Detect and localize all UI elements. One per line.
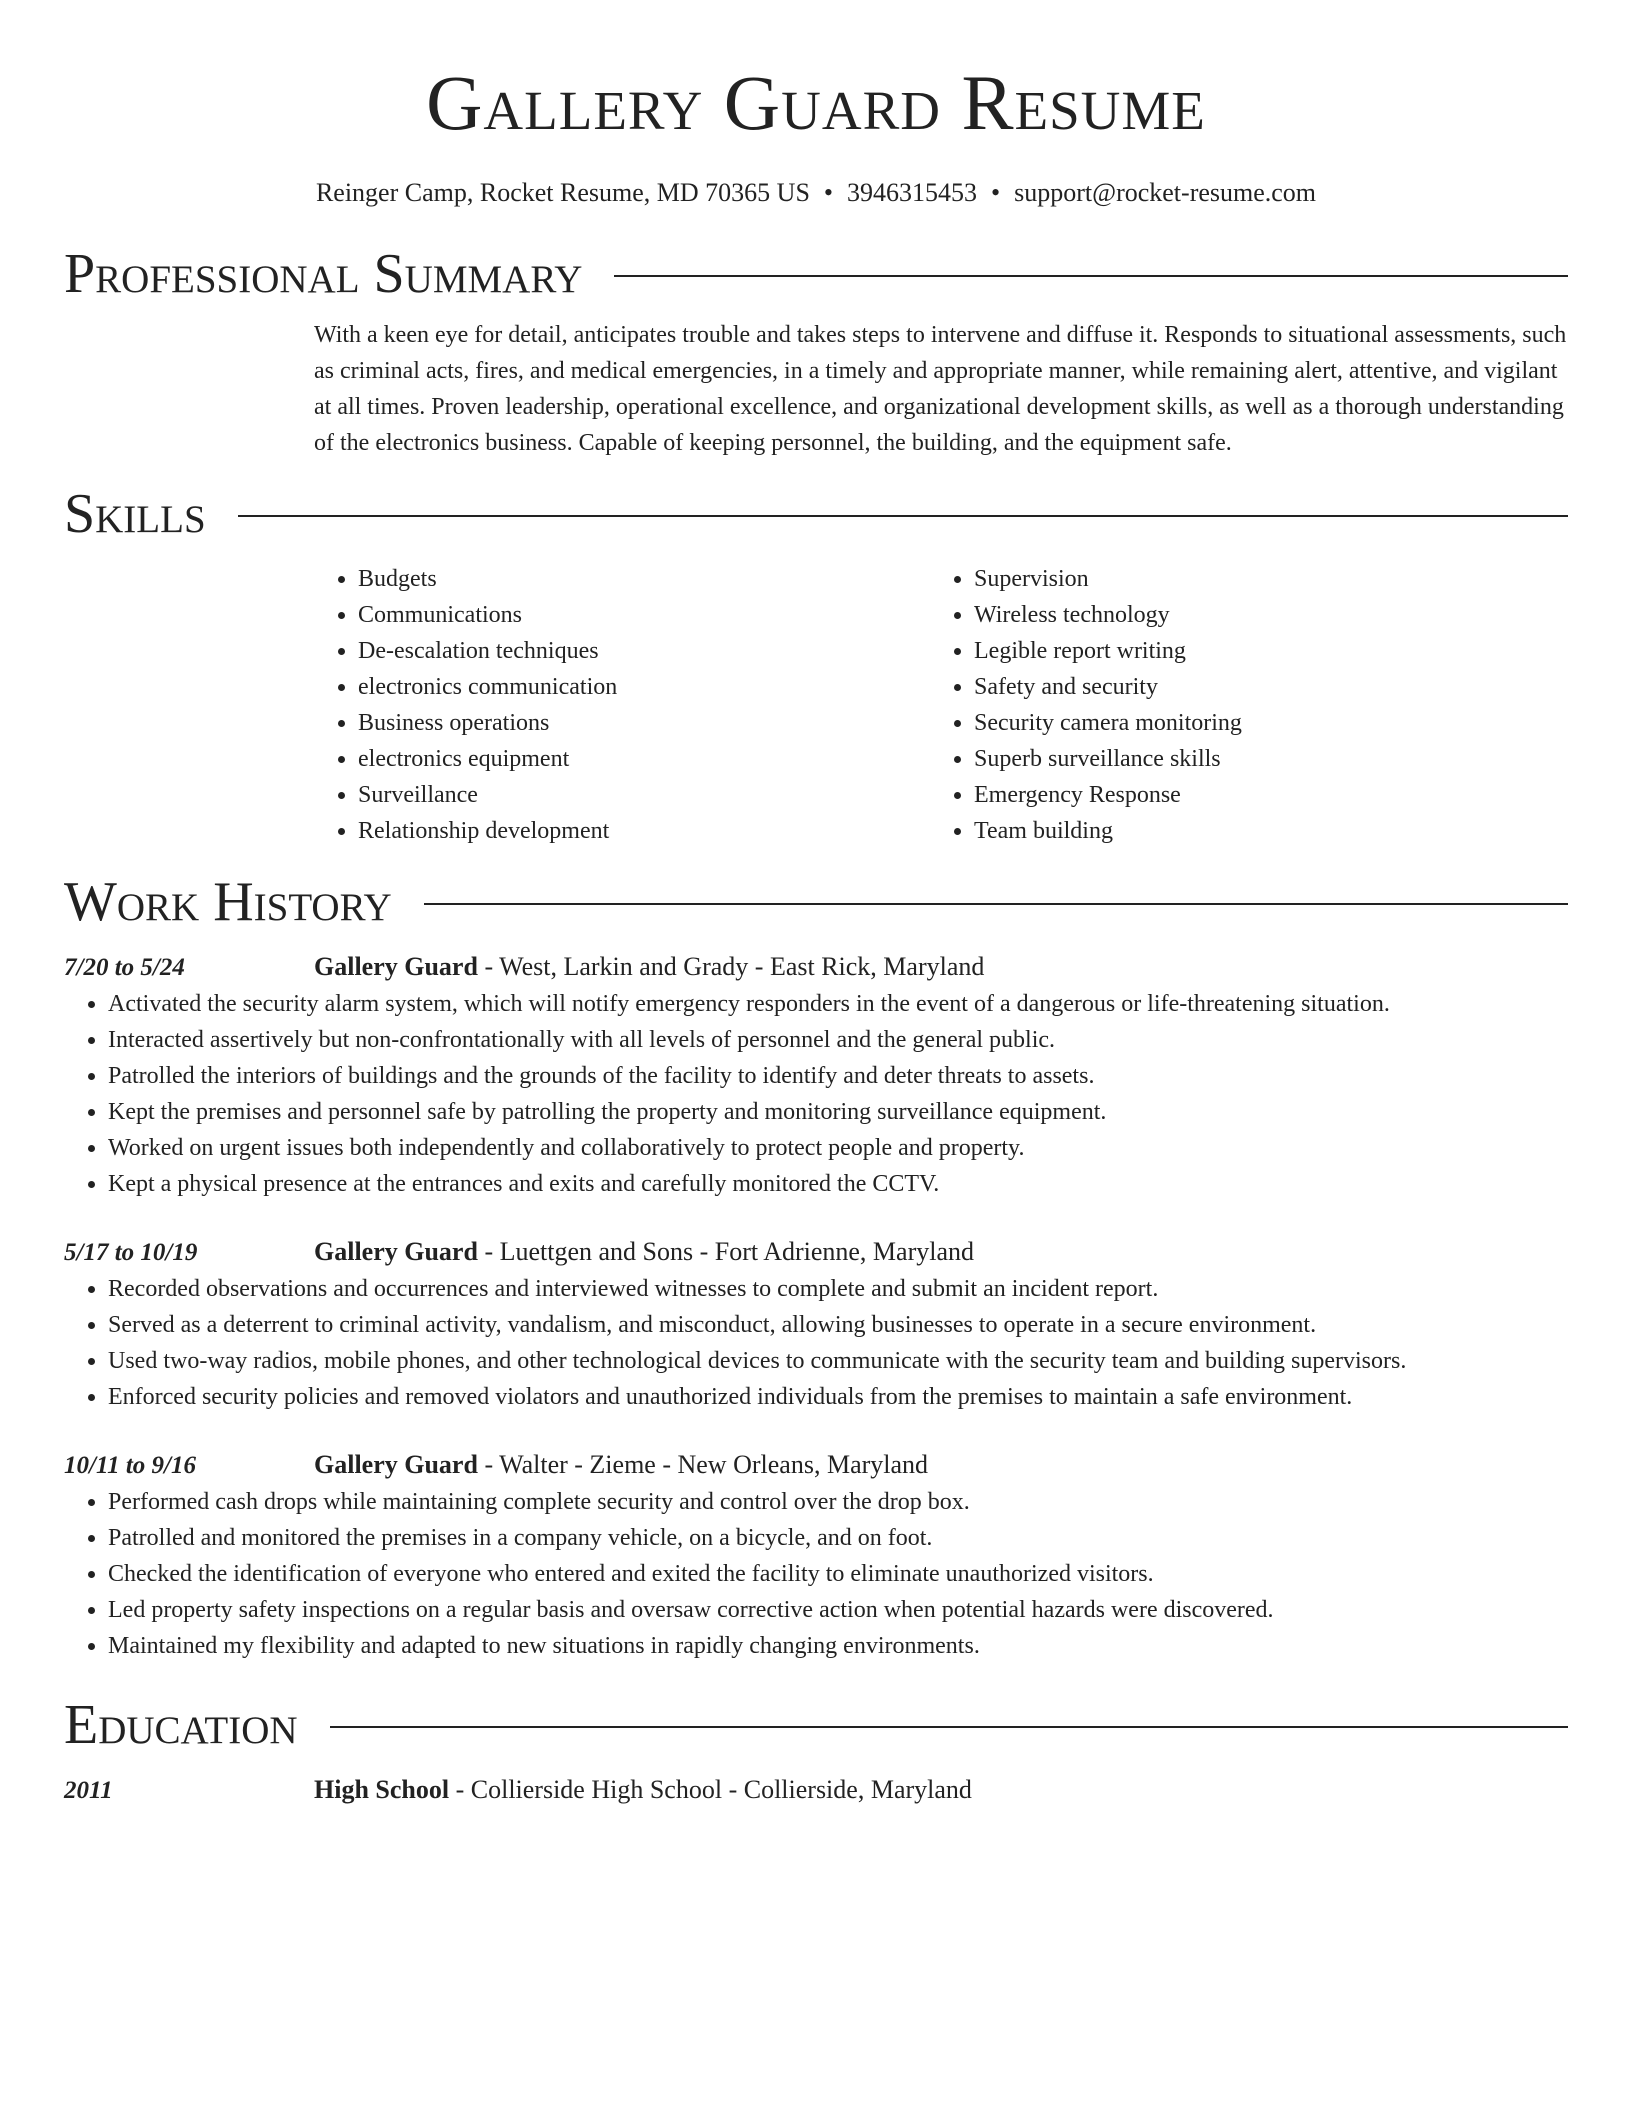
contact-line [64, 178, 1568, 208]
summary-body [314, 317, 1568, 461]
skills-grid [314, 561, 1568, 849]
job-header [64, 1447, 1568, 1484]
contact-separator: • [823, 178, 834, 207]
education-entry [64, 1772, 1568, 1809]
education-heading: Education [64, 1694, 298, 1756]
education-title-line [314, 1772, 972, 1808]
job-duties [64, 1484, 1568, 1664]
job-entry [64, 1447, 1568, 1664]
job-position: Gallery Guard [314, 1450, 478, 1479]
skill-item: • Superb surveillance skills [974, 741, 1546, 777]
job-duty-item: • Used two-way radios, mobile phones, and other technological devices to communicate with the security team and building supervisors. [108, 1343, 1568, 1379]
skill-item: • Communications [358, 597, 930, 633]
job-entry [64, 1234, 1568, 1415]
contact-email: support@rocket-resume.com [1014, 178, 1317, 207]
job-duty-item: • Recorded observations and occurrences and interviewed witnesses to complete and submit an incident report. [108, 1271, 1568, 1307]
job-duty-item: • Kept the premises and personnel safe by patrolling the property and monitoring surveillance equipment. [108, 1094, 1568, 1130]
skill-item: • Safety and security [974, 669, 1546, 705]
contact-phone: 3946315453 [847, 178, 978, 207]
job-duty-item: • Maintained my flexibility and adapted to new situations in rapidly changing environments. [108, 1628, 1568, 1664]
skills-list-right [930, 561, 1546, 849]
education-section-header [64, 1692, 1568, 1758]
job-duty-item: • Led property safety inspections on a regular basis and oversaw corrective action when potential hazards were discovered. [108, 1592, 1568, 1628]
job-employer: - Walter - Zieme - New Orleans, Maryland [477, 1450, 929, 1479]
skill-item: • Emergency Response [974, 777, 1546, 813]
job-duties [64, 1271, 1568, 1415]
summary-text: With a keen eye for detail, anticipates trouble and takes steps to intervene and diffuse it. Responds to situational assessments, such as criminal acts, fires, and medical emergencies, in a timely and appropriate manner, while remaining alert, attentive, and vigilant at all times. Proven leadership, operational excellence, and organizational development skills, as well as a thorough understanding of the electronics business. Capable of keeping personnel, the building, and the equipment safe. [314, 322, 1567, 456]
job-duty-item: • Patrolled the interiors of buildings and the grounds of the facility to identify and deter threats to assets. [108, 1058, 1568, 1094]
section-divider [238, 515, 1568, 517]
job-position: Gallery Guard [314, 1237, 478, 1266]
job-employer: - West, Larkin and Grady - East Rick, Maryland [477, 952, 985, 981]
skill-item: • De-escalation techniques [358, 633, 930, 669]
job-position: Gallery Guard [314, 952, 478, 981]
education-date: 2011 [64, 1777, 113, 1804]
job-header [64, 949, 1568, 986]
job-dates: 5/17 to 10/19 [64, 1239, 198, 1266]
section-divider [330, 1726, 1568, 1728]
job-duty-item: • Activated the security alarm system, which will notify emergency responders in the event of a dangerous or life-threatening situation. [108, 986, 1568, 1022]
skill-item: • Legible report writing [974, 633, 1546, 669]
skill-item: • Budgets [358, 561, 930, 597]
summary-heading: Professional Summary [64, 243, 583, 305]
resume-title: Gallery Guard Resume [426, 59, 1206, 146]
job-duty-item: • Kept a physical presence at the entrances and exits and carefully monitored the CCTV. [108, 1166, 1568, 1202]
education-school: - Collierside High School - Collierside, Maryland [449, 1775, 972, 1804]
work-heading: Work History [64, 871, 392, 933]
job-duty-item: • Worked on urgent issues both independently and collaboratively to protect people and property. [108, 1130, 1568, 1166]
skill-item: • Relationship development [358, 813, 930, 849]
job-title-line [314, 1447, 928, 1483]
job-header [64, 1234, 1568, 1271]
skill-item: • electronics communication [358, 669, 930, 705]
job-duty-item: • Enforced security policies and removed violators and unauthorized individuals from the premises to maintain a safe environment. [108, 1379, 1568, 1415]
summary-section-header [64, 241, 1568, 307]
job-dates: 7/20 to 5/24 [64, 954, 185, 981]
job-dates: 10/11 to 9/16 [64, 1452, 196, 1479]
job-duty-item: • Patrolled and monitored the premises in a company vehicle, on a bicycle, and on foot. [108, 1520, 1568, 1556]
job-title-line [314, 949, 984, 985]
education-degree: High School [314, 1775, 450, 1804]
job-duties [64, 986, 1568, 1202]
contact-address: Reinger Camp, Rocket Resume, MD 70365 US [315, 178, 810, 207]
skills-column-left [314, 561, 930, 849]
skills-section-header [64, 481, 1568, 547]
job-duty-item: • Interacted assertively but non-confrontationally with all levels of personnel and the general public. [108, 1022, 1568, 1058]
skills-list-left [314, 561, 930, 849]
skill-item: • Wireless technology [974, 597, 1546, 633]
work-section-header [64, 869, 1568, 935]
skill-item: • Surveillance [358, 777, 930, 813]
skills-column-right [930, 561, 1546, 849]
skill-item: • Supervision [974, 561, 1546, 597]
skill-item: • Team building [974, 813, 1546, 849]
work-history-list [64, 949, 1568, 1664]
education-list [64, 1772, 1568, 1809]
job-title-line [314, 1234, 974, 1270]
skill-item: • electronics equipment [358, 741, 930, 777]
job-duty-item: • Served as a deterrent to criminal activity, vandalism, and misconduct, allowing businesses to operate in a secure environment. [108, 1307, 1568, 1343]
skills-heading: Skills [64, 483, 206, 545]
job-duty-item: • Performed cash drops while maintaining complete security and control over the drop box. [108, 1484, 1568, 1520]
contact-separator: • [991, 178, 1001, 207]
job-entry [64, 949, 1568, 1202]
skill-item: • Security camera monitoring [974, 705, 1546, 741]
job-employer: - Luettgen and Sons - Fort Adrienne, Maryland [477, 1237, 975, 1266]
job-duty-item: • Checked the identification of everyone who entered and exited the facility to eliminate unauthorized visitors. [108, 1556, 1568, 1592]
section-divider [614, 275, 1568, 277]
section-divider [424, 903, 1568, 905]
skill-item: • Business operations [358, 705, 930, 741]
